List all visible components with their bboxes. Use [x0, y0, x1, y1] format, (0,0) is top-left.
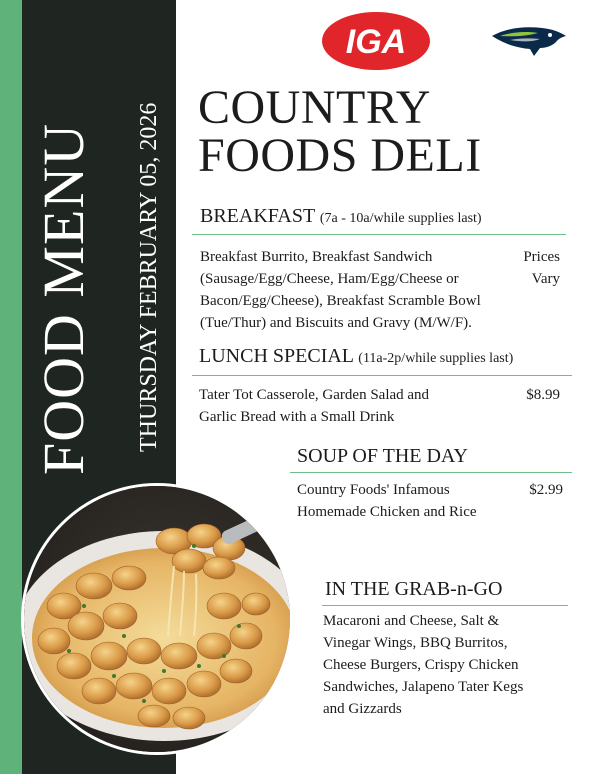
casserole-illustration — [24, 486, 290, 752]
grab-n-go-line: Cheese Burgers, Crispy Chicken — [323, 657, 519, 673]
page-title — [198, 81, 588, 182]
lunch-items — [199, 384, 499, 428]
grab-n-go-line: Vinegar Wings, BBQ Burritos, — [323, 635, 508, 651]
breakfast-hours: (7a - 10a/while supplies last) — [319, 211, 482, 226]
lunch-heading — [199, 345, 513, 368]
breakfast-price — [500, 246, 560, 290]
title-line: FOODS DELI — [198, 129, 482, 182]
grab-n-go-items — [323, 610, 578, 720]
lunch-price: $8.99 — [526, 387, 560, 403]
soup-line: Country Foods' Infamous — [297, 482, 450, 498]
soup-price: $2.99 — [529, 482, 563, 498]
menu-date: THURSDAY FEBRUARY 05, 2026 — [136, 102, 162, 452]
breakfast-title: BREAKFAST — [200, 205, 315, 227]
grab-n-go-line: Macaroni and Cheese, Salt & — [323, 613, 500, 629]
seahawks-logo-icon — [490, 22, 568, 60]
lunch-line: Tater Tot Casserole, Garden Salad and — [199, 387, 430, 403]
iga-logo-text: IGA — [345, 23, 407, 61]
breakfast-divider — [192, 234, 566, 235]
soup-items — [297, 479, 527, 523]
breakfast-items — [200, 246, 520, 334]
breakfast-line: Breakfast Burrito, Breakfast Sandwich — [200, 249, 433, 265]
lunch-title: LUNCH SPECIAL — [199, 345, 354, 367]
title-line: COUNTRY — [198, 81, 431, 134]
breakfast-heading — [200, 205, 482, 228]
grab-n-go-line: and Gizzards — [323, 701, 402, 717]
soup-line: Homemade Chicken and Rice — [297, 504, 477, 520]
lunch-divider — [192, 375, 572, 376]
sidebar-heading: FOOD MENU — [31, 122, 96, 475]
soup-heading: SOUP OF THE DAY — [297, 445, 468, 467]
iga-logo — [320, 10, 432, 72]
soup-divider — [290, 472, 572, 473]
lunch-line: Garlic Bread with a Small Drink — [199, 409, 395, 425]
breakfast-price-line: Prices — [523, 249, 560, 265]
breakfast-price-line: Vary — [531, 271, 560, 287]
grab-n-go-line: Sandwiches, Jalapeno Tater Kegs — [323, 679, 524, 695]
breakfast-line: Bacon/Egg/Cheese), Breakfast Scramble Bowl — [200, 293, 481, 309]
grab-n-go-divider — [322, 605, 568, 606]
tater-tot-casserole-photo — [24, 486, 290, 752]
grab-n-go-heading: IN THE GRAB-n-GO — [325, 578, 503, 600]
breakfast-line: (Sausage/Egg/Cheese, Ham/Egg/Cheese or — [200, 271, 459, 287]
lunch-hours: (11a-2p/while supplies last) — [358, 351, 514, 366]
breakfast-line: (Tue/Thur) and Biscuits and Gravy (M/W/F). — [200, 315, 472, 331]
accent-strip — [0, 0, 22, 774]
